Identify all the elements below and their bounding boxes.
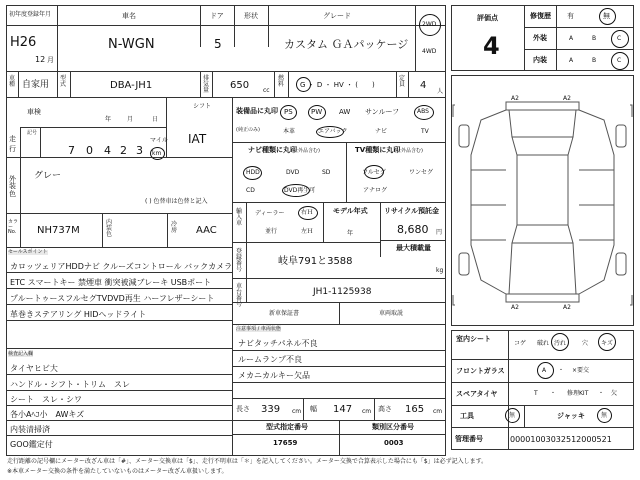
sales-point-1: カロッツェリアHDDナビ クルーズコントロール バックカメラ (10, 262, 233, 271)
divider (374, 398, 375, 420)
score: 4 (483, 32, 500, 60)
mileage-digit-2: 0 (86, 144, 93, 157)
divider (57, 71, 58, 97)
category-label: 類別区分番号 (372, 423, 414, 431)
width-label: 幅 (310, 405, 317, 413)
usage: 自家用 (22, 80, 50, 90)
score-label: 評価点 (477, 14, 498, 22)
color-note: ( ) 色替車は色替と記入 (145, 198, 208, 205)
divider (6, 374, 232, 375)
notice-1: ナビタッチパネル不良 (238, 339, 318, 348)
capacity-label: 定員 (399, 75, 406, 88)
mark-front-right: A2 (563, 95, 571, 102)
jack-value: 無 (601, 412, 608, 419)
first-reg-year: H26 (10, 35, 37, 50)
divider (232, 324, 446, 325)
inspection-note-3: シート スレ・シワ (10, 395, 82, 404)
tv-type-title: TV種類に丸印 (355, 146, 401, 154)
nav-type-sub: (社外品含む) (291, 148, 320, 154)
km-label: km (152, 150, 162, 157)
divider (6, 420, 232, 421)
interior-grade-c: C (617, 57, 622, 64)
fuel-options: G ・ D ・ HV ・ ( ) (300, 81, 375, 89)
spare-label: スペアタイヤ (456, 390, 498, 398)
notice-3: メカニカルキー欠品 (238, 371, 310, 380)
seat-scratch: キズ (601, 340, 613, 347)
sales-point-2: ETC スマートキー 禁煙車 衝突被減ブレーキ USBポート (10, 278, 212, 287)
mileage-digit-5: 3 (136, 144, 143, 157)
divider (232, 97, 233, 213)
equipment-sub: (純正のみ) (236, 127, 260, 133)
divider (339, 420, 340, 456)
shift: IAT (188, 132, 207, 146)
sales-points-label: セールスポイント (8, 249, 48, 255)
divider (524, 27, 634, 28)
divider (70, 71, 71, 97)
spare-t: T (534, 390, 538, 397)
jack-label: ジャッキ (557, 412, 585, 420)
equip-abs: ABS (417, 108, 429, 115)
divider (6, 25, 446, 26)
divider (246, 242, 247, 278)
divider (6, 272, 232, 273)
divider (200, 71, 201, 97)
import-label: 輸入車 (236, 208, 243, 227)
height-label: 高さ (378, 405, 392, 413)
vehicle-manual: 車両取説 (379, 310, 404, 317)
windshield-a: A (542, 367, 547, 374)
color-code: NH737M (37, 225, 80, 236)
type: DBA-JH1 (110, 80, 153, 91)
chassis-label: 車台番号 (236, 283, 243, 308)
shape-label: 形状 (244, 12, 258, 20)
grade-label: グレード (323, 12, 351, 20)
divider (524, 405, 525, 427)
divider (268, 5, 269, 47)
plate: 岐阜791と3588 (278, 256, 353, 267)
displacement: 650 (230, 80, 250, 91)
color-code-label: カラー No. (8, 219, 19, 235)
equip-aw: AW (339, 108, 351, 116)
mark-rear-left: A2 (511, 304, 519, 311)
model-name: N-WGN (108, 37, 155, 52)
mark-rear-right: A2 (563, 304, 571, 311)
divider (6, 71, 446, 72)
divider (451, 359, 634, 360)
equipment-title: 装備品に丸印 (236, 107, 278, 115)
doors: 5 (214, 37, 222, 51)
tv-type-sub: (社外品含む) (394, 148, 423, 154)
nav-dvd: DVD (286, 169, 300, 176)
divider (380, 240, 446, 241)
divider (167, 213, 168, 247)
spare-kit: 修理KIT (567, 390, 589, 397)
divider (323, 202, 324, 242)
divider (346, 142, 347, 202)
divider (232, 278, 446, 279)
divider (451, 382, 634, 383)
divider (102, 213, 103, 247)
divider (408, 71, 409, 97)
nav-hdd: HDD (246, 169, 260, 176)
equip-sunroof: サンルーフ (365, 108, 400, 116)
ac: AAC (196, 225, 217, 236)
divider (524, 49, 634, 50)
tools-value: 無 (509, 412, 516, 419)
exterior-grade-c: C (617, 35, 622, 42)
divider (6, 288, 232, 289)
width: 147 (333, 404, 353, 415)
divider (166, 97, 167, 157)
divider (339, 302, 340, 324)
divider (232, 434, 446, 435)
type-designation-label: 型式指定番号 (266, 423, 308, 431)
drive-2wd: 2WD (422, 21, 437, 28)
ac-label: 冷房 (171, 221, 178, 234)
inspection-note-2: ハンドル・シフト・トリム スレ (10, 380, 130, 389)
model-year-label: モデル年式 (333, 207, 368, 215)
type-designation: 17659 (273, 439, 298, 447)
recycle-label: リサイクル預託金 (384, 207, 440, 215)
length: 339 (261, 404, 281, 415)
divider (6, 405, 232, 406)
nav-type-title: ナビ種類に丸印 (248, 146, 297, 154)
mileage-label-b: 行 (9, 145, 16, 153)
exterior-grade-b: B (592, 35, 597, 42)
divider (232, 350, 446, 351)
divider (20, 213, 21, 247)
exterior-color: グレー (34, 171, 62, 181)
new-car-warranty: 新車保証書 (269, 310, 300, 317)
inspection-month-label: 月 (127, 116, 134, 123)
max-load-unit: kg (436, 267, 444, 274)
inspection-notes-label: 検査記入欄 (8, 351, 34, 357)
tools-label: 工具 (460, 412, 474, 420)
import-left-hand: 左Ｈ (301, 228, 314, 235)
repair-no: 無 (603, 12, 610, 20)
divider (232, 366, 446, 367)
equip-pw: PW (311, 108, 323, 116)
first-reg-label: 初年度登録年月 (9, 11, 52, 18)
model-year-value: 年 (347, 230, 354, 237)
divider (380, 202, 381, 257)
inspection-note-4: 各小Aﾍｺ小 AWキズ (10, 410, 85, 419)
divider (396, 71, 397, 97)
fuel-label: 燃料 (278, 75, 285, 88)
windshield-label: フロントガラス (456, 367, 505, 375)
recycle-value: 8,680 (397, 223, 429, 236)
divider (20, 127, 166, 128)
capacity-unit: 人 (437, 88, 444, 95)
tv-oneseg: ワンセグ (409, 169, 434, 176)
divider (6, 348, 232, 349)
divider (232, 202, 446, 203)
divider (508, 330, 509, 450)
inspection-note-6: GOO鑑定付 (10, 440, 53, 449)
footer-line-1: 走行距離の記号欄にメーター改ざん車は「#」、メーター交換車は「$」、走行不明車は「＊」を記入してください。メーター交換で合算表示した場合にも「$」は必ず記入します。 (7, 458, 488, 465)
repair-label: 修復歴 (530, 12, 551, 20)
nav-sd: SD (322, 169, 331, 176)
divider (212, 71, 213, 97)
divider (556, 5, 557, 71)
divider (274, 71, 275, 97)
notice-2: ルームランプ不良 (238, 355, 302, 364)
exterior-grade-a: A (569, 35, 574, 42)
interior-grade-b: B (592, 57, 597, 64)
divider (232, 398, 446, 399)
control-number: 00001003032512000521 (510, 435, 612, 444)
divider (232, 242, 380, 243)
divider (6, 435, 232, 436)
divider (246, 278, 247, 302)
divider (288, 71, 289, 97)
mile-label: マイル (150, 137, 168, 144)
shift-label: シフト (193, 103, 212, 110)
drive-4wd: 4WD (422, 48, 437, 55)
chassis: JH1-1125938 (313, 287, 372, 297)
mark-front-left: A2 (511, 95, 519, 102)
windshield-replace: ×要交 (572, 367, 590, 374)
divider (246, 202, 247, 242)
seat-hole: 穴 (582, 340, 589, 347)
spare-dot-2: ・ (598, 390, 605, 397)
divider (6, 320, 232, 321)
divider (524, 5, 525, 71)
control-number-label: 管理番号 (455, 435, 483, 443)
interior-color-label: 内装色 (106, 219, 113, 238)
divider (57, 5, 58, 71)
mileage-digit-3: 4 (104, 144, 111, 157)
import-dealer: ディーラー (255, 210, 285, 217)
divider (303, 398, 304, 420)
divider (6, 304, 232, 305)
exterior-grade-label: 外装 (533, 34, 547, 42)
spare-none: 欠 (611, 390, 618, 397)
spare-dot-1: ・ (550, 390, 557, 397)
divider (6, 213, 232, 214)
divider (234, 5, 235, 47)
displacement-label: 排気量 (203, 75, 210, 94)
divider (20, 127, 21, 157)
nav-dvd-play: DVD再生可 (284, 187, 316, 194)
car-diagram (451, 75, 634, 326)
model-name-label: 車名 (122, 12, 136, 20)
inspection-note-5: 内装清掃済 (10, 425, 50, 434)
divider (18, 71, 19, 97)
height: 165 (405, 404, 425, 415)
sales-point-3: プルートゥースフルセグTVDVD再生 ハーフレザーシート (10, 294, 215, 303)
tv-fullseg: フルセグ (362, 169, 386, 176)
divider (6, 390, 232, 391)
equip-nav: ナビ (375, 128, 388, 135)
mileage-digit-1: 7 (68, 144, 75, 157)
digit-label: 記号 (27, 130, 38, 136)
exterior-color-label: 外装色 (9, 175, 16, 198)
interior-grade-a: A (569, 57, 574, 64)
inspection-day-label: 日 (152, 116, 159, 123)
divider (20, 157, 21, 213)
mileage-digit-4: 2 (120, 144, 127, 157)
divider (232, 142, 446, 143)
type-label: 型式 (60, 75, 67, 88)
equip-ps: PS (284, 108, 293, 116)
seat-tear: 破れ (537, 340, 550, 347)
month-suffix: 月 (47, 56, 54, 64)
displacement-unit: cc (263, 87, 270, 94)
windshield-dot: ・ (558, 367, 565, 374)
equip-leather: 本革 (283, 128, 296, 135)
divider (40, 127, 41, 157)
recycle-unit: 円 (436, 229, 443, 236)
repair-yes: 有 (567, 12, 574, 20)
interior-grade-label: 内装 (533, 56, 547, 64)
width-unit: cm (362, 408, 372, 415)
divider (451, 405, 634, 406)
seat-dirt: 汚れ (554, 340, 567, 347)
length-unit: cm (292, 408, 302, 415)
divider (232, 382, 446, 383)
inspection-label: 車検 (27, 108, 41, 116)
max-load-label: 最大積載量 (396, 244, 431, 252)
equip-tv: TV (421, 128, 429, 135)
category: 0003 (384, 439, 404, 447)
seat-burn: コゲ (514, 340, 527, 347)
mileage-label-a: 走 (9, 135, 16, 143)
notices-label: 注意事項 / 車両状態 (236, 326, 281, 332)
import-right-hand: 右Ｈ (301, 209, 314, 216)
divider (6, 97, 446, 98)
nav-cd: CD (246, 187, 255, 194)
divider (6, 247, 232, 248)
divider (415, 5, 416, 71)
grade: カスタム ＧＡパッケージ (284, 38, 409, 51)
sales-point-4: 革巻きステアリング HIDヘッドライト (10, 310, 147, 319)
doors-label: ドア (210, 12, 224, 20)
usage-side-label: 車種 (9, 75, 16, 88)
footer-line-2: ※本車メーター交換の条件を満たしていないものはメーター改ざん車扱いします。 (7, 468, 228, 475)
divider (6, 157, 232, 158)
inspection-year-label: 年 (105, 116, 112, 123)
inspection-note-1: タイヤヒビ大 (10, 364, 58, 373)
length-label: 長さ (236, 405, 250, 413)
equip-airbag: エアバック (318, 128, 348, 135)
first-reg-month: 12 (35, 55, 46, 64)
divider (451, 427, 634, 428)
seat-label: 室内シート (456, 335, 491, 343)
plate-label: 登録番号 (236, 248, 243, 273)
import-direct: 並行 (265, 228, 278, 235)
divider (200, 5, 201, 47)
height-unit: cm (433, 408, 443, 415)
capacity: 4 (420, 80, 427, 91)
tv-analog: アナログ (363, 187, 388, 194)
